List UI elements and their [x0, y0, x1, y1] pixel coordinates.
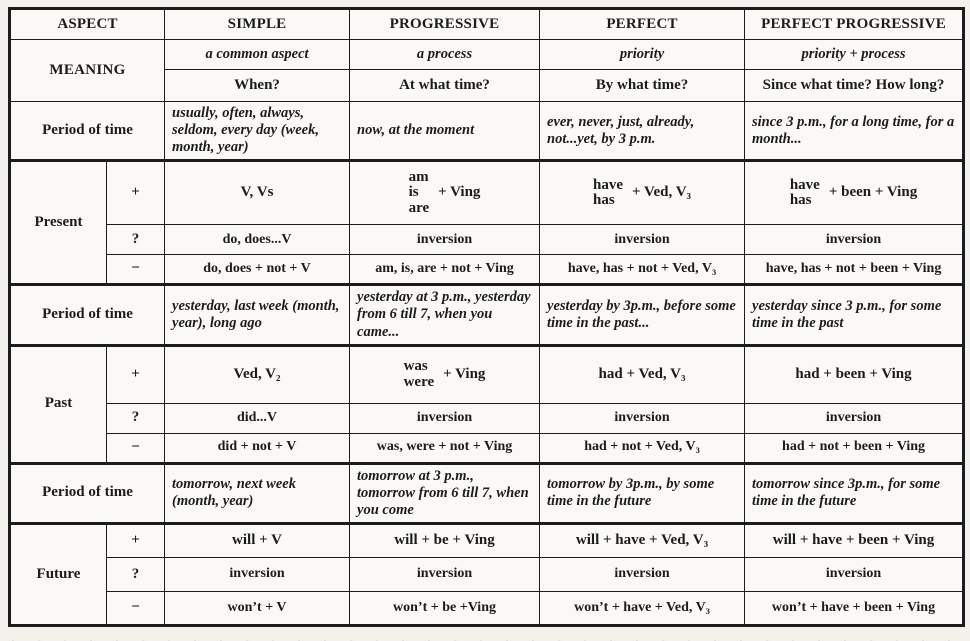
present-affirmative-simple: V, Vs: [165, 161, 350, 225]
col-header-simple: SIMPLE: [165, 9, 350, 40]
question-perfect-progressive: Since what time? How long?: [745, 70, 964, 102]
present-negative-perfect-progressive: have, has + not + been + Ving: [745, 255, 964, 285]
tense-label-present: Present: [10, 161, 107, 285]
present-interrogative-progressive: inversion: [350, 225, 540, 255]
present-interrogative-row: [10, 225, 964, 255]
period-past-simple: yesterday, last week (month, year), long ago: [165, 285, 350, 345]
future-interrogative-row: [10, 557, 964, 591]
past-affirmative-perfect: had + Ved, V₃: [540, 345, 745, 403]
past-interrogative-progressive: inversion: [350, 403, 540, 433]
meaning-perfect: priority: [540, 40, 745, 70]
present-negative-row: [10, 255, 964, 285]
question-progressive: At what time?: [350, 70, 540, 102]
col-header-perfect-progressive: PERFECT PROGRESSIVE: [745, 9, 964, 40]
question-perfect: By what time?: [540, 70, 745, 102]
past-negative-simple: did + not + V: [165, 433, 350, 463]
meaning-perfect-progressive: priority + process: [745, 40, 964, 70]
past-negative-perfect: had + not + Ved, V₃: [540, 433, 745, 463]
past-affirmative-row: [10, 345, 964, 403]
period-label: Period of time: [10, 285, 165, 345]
period-past-perfect: yesterday by 3p.m., before some time in the past...: [540, 285, 745, 345]
present-interrogative-simple: do, does...V: [165, 225, 350, 255]
future-interrogative-perfect-progressive: inversion: [745, 557, 964, 591]
future-interrogative-simple: inversion: [165, 557, 350, 591]
period-present-perfect: ever, never, just, already, not...yet, by 3 p.m.: [540, 102, 745, 161]
future-negative-progressive: won’t + be +Ving: [350, 591, 540, 625]
future-negative-simple: won’t + V: [165, 591, 350, 625]
present-interrogative-perfect-progressive: inversion: [745, 225, 964, 255]
sign-negative: −: [107, 591, 165, 625]
past-affirmative-progressive: [350, 345, 540, 403]
period-past-perfect-progressive: yesterday since 3 p.m., for some time in the past: [745, 285, 964, 345]
past-negative-progressive: was, were + not + Ving: [350, 433, 540, 463]
present-negative-perfect: have, has + not + Ved, V₃: [540, 255, 745, 285]
present-affirmative-progressive: [350, 161, 540, 225]
future-negative-perfect-progressive: won’t + have + been + Ving: [745, 591, 964, 625]
past-interrogative-simple: did...V: [165, 403, 350, 433]
formula-stack: was were + Ving: [403, 357, 486, 390]
present-negative-progressive: am, is, are + not + Ving: [350, 255, 540, 285]
period-row-past: [10, 285, 964, 345]
future-affirmative-perfect-progressive: will + have + been + Ving: [745, 523, 964, 557]
tense-table: [8, 7, 965, 627]
col-header-perfect: PERFECT: [540, 9, 745, 40]
sign-affirmative: +: [107, 523, 165, 557]
sign-interrogative: ?: [107, 403, 165, 433]
sign-negative: −: [107, 255, 165, 285]
period-row-present: [10, 102, 964, 161]
past-interrogative-perfect: inversion: [540, 403, 745, 433]
meaning-progressive: a process: [350, 40, 540, 70]
period-future-simple: tomorrow, next week (month, year): [165, 463, 350, 523]
formula-stack: am is are + Ving: [408, 168, 481, 217]
formula-stack: have has + been + Ving: [789, 176, 918, 209]
future-interrogative-perfect: inversion: [540, 557, 745, 591]
period-present-perfect-progressive: since 3 p.m., for a long time, for a month...: [745, 102, 964, 161]
period-label: Period of time: [10, 463, 165, 523]
future-affirmative-simple: will + V: [165, 523, 350, 557]
sign-interrogative: ?: [107, 225, 165, 255]
sign-affirmative: +: [107, 345, 165, 403]
period-label: Period of time: [10, 102, 165, 161]
future-affirmative-progressive: will + be + Ving: [350, 523, 540, 557]
future-interrogative-progressive: inversion: [350, 557, 540, 591]
present-interrogative-perfect: inversion: [540, 225, 745, 255]
col-header-progressive: PROGRESSIVE: [350, 9, 540, 40]
period-past-progressive: yesterday at 3 p.m., yesterday from 6 till 7, when you came...: [350, 285, 540, 345]
formula-stack: have has + Ved, V₃: [592, 176, 692, 209]
sign-negative: −: [107, 433, 165, 463]
past-negative-row: [10, 433, 964, 463]
tense-label-future: Future: [10, 523, 107, 625]
past-negative-perfect-progressive: had + not + been + Ving: [745, 433, 964, 463]
present-negative-simple: do, does + not + V: [165, 255, 350, 285]
period-future-perfect-progressive: tomorrow since 3p.m., for some time in the future: [745, 463, 964, 523]
period-future-perfect: tomorrow by 3p.m., by some time in the future: [540, 463, 745, 523]
question-simple: When?: [165, 70, 350, 102]
past-affirmative-perfect-progressive: had + been + Ving: [745, 345, 964, 403]
period-row-future: [10, 463, 964, 523]
header-row: [10, 9, 964, 40]
tense-label-past: Past: [10, 345, 107, 463]
past-interrogative-row: [10, 403, 964, 433]
past-affirmative-simple: Ved, V₂: [165, 345, 350, 403]
future-affirmative-row: [10, 523, 964, 557]
present-affirmative-row: [10, 161, 964, 225]
meaning-simple: a common aspect: [165, 40, 350, 70]
sign-affirmative: +: [107, 161, 165, 225]
col-header-aspect: ASPECT: [10, 9, 165, 40]
present-affirmative-perfect: [540, 161, 745, 225]
meaning-label: MEANING: [10, 40, 165, 102]
meaning-definitions-row: [10, 40, 964, 70]
present-affirmative-perfect-progressive: [745, 161, 964, 225]
future-negative-perfect: won’t + have + Ved, V₃: [540, 591, 745, 625]
period-present-simple: usually, often, always, seldom, every day (week, month, year): [165, 102, 350, 161]
period-present-progressive: now, at the moment: [350, 102, 540, 161]
sign-interrogative: ?: [107, 557, 165, 591]
period-future-progressive: tomorrow at 3 p.m., tomorrow from 6 till 7, when you come: [350, 463, 540, 523]
future-negative-row: [10, 591, 964, 625]
future-affirmative-perfect: will + have + Ved, V₃: [540, 523, 745, 557]
past-interrogative-perfect-progressive: inversion: [745, 403, 964, 433]
